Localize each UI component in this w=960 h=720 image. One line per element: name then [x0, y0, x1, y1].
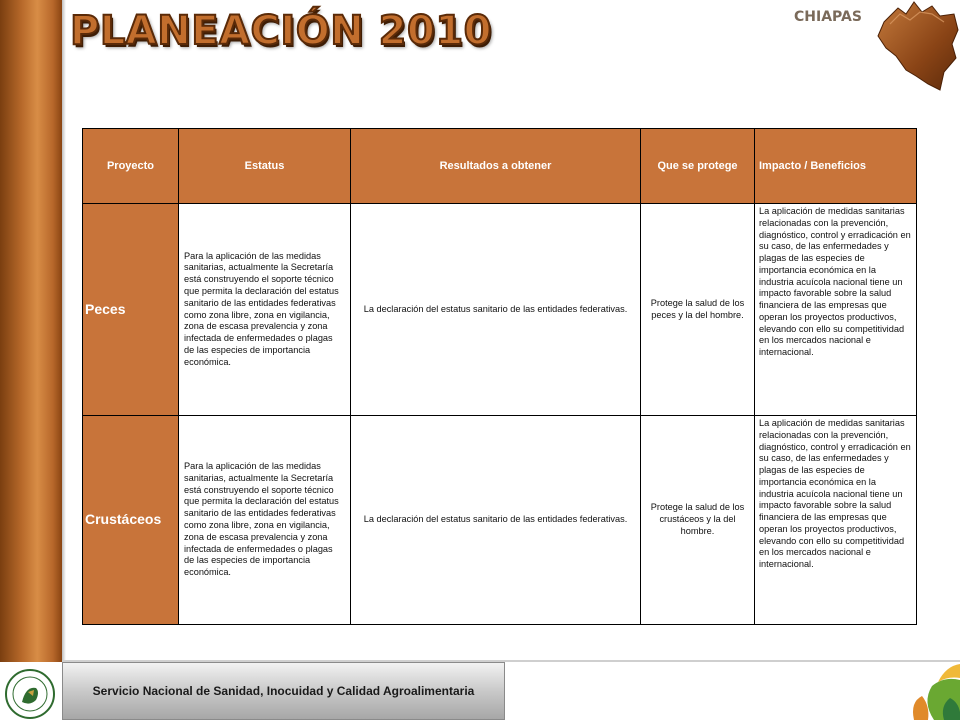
status-cell: Para la aplicación de las medidas sanitarias, actualmente la Secretaría está construyendo el soporte técnico que permita la declaración del estatus sanitario de las entidades federativas como zona libre, zona en vigilancia, zona de escasa prevalencia y zona infectada de enfermedades o plagas de las especies de importancia económica.	[179, 204, 351, 416]
header-status: Estatus	[179, 129, 351, 204]
protects-cell: Protege la salud de los crustáceos y la del hombre.	[641, 416, 755, 625]
agency-name: Servicio Nacional de Sanidad, Inocuidad y Calidad Agroalimentaria	[92, 684, 475, 698]
state-label: CHIAPAS	[794, 9, 862, 25]
results-cell: La declaración del estatus sanitario de las entidades federativas.	[351, 416, 641, 625]
project-cell: Crustáceos	[83, 416, 179, 625]
results-cell: La declaración del estatus sanitario de las entidades federativas.	[351, 204, 641, 416]
impact-cell: La aplicación de medidas sanitarias relacionadas con la prevención, diagnóstico, control y erradicación en su caso, de las enfermedades y plagas de las especies de importancia económica en la industria acuícola nacional tiene un impacto favorable sobre la salud financiera de las empresas que operan los proyectos productivos, elevando con ello su competitividad en los mercados nacional e internacional.	[755, 416, 917, 625]
protects-cell: Protege la salud de los peces y la del hombre.	[641, 204, 755, 416]
project-cell: Peces	[83, 204, 179, 416]
header-protects: Que se protege	[641, 129, 755, 204]
footer-bar	[62, 662, 505, 720]
senasica-seal-icon	[0, 662, 60, 720]
status-cell: Para la aplicación de las medidas sanitarias, actualmente la Secretaría está construyendo el soporte técnico que permita la declaración del estatus sanitario de las entidades federativas como zona libre, zona en vigilancia, zona de escasa prevalencia y zona infectada de enfermedades o plagas de las especies de importancia económica.	[179, 416, 351, 625]
planning-table	[82, 128, 917, 625]
table-row	[83, 204, 917, 416]
header-results: Resultados a obtener	[351, 129, 641, 204]
left-decorative-bar	[0, 0, 62, 662]
chiapas-map-icon	[870, 0, 960, 98]
header-impact: Impacto / Beneficios	[755, 129, 917, 204]
table-row	[83, 416, 917, 625]
leaf-logo-icon	[904, 662, 960, 720]
impact-cell: La aplicación de medidas sanitarias relacionadas con la prevención, diagnóstico, control y erradicación en su caso, de las enfermedades y plagas de las especies de importancia económica en la industria acuícola nacional tiene un impacto favorable sobre la salud financiera de las empresas que operan los proyectos productivos, elevando con ello su competitividad en los mercados nacional e internacional.	[755, 204, 917, 416]
header-project: Proyecto	[83, 129, 179, 204]
page-title: PLANEACIÓN 2010	[70, 8, 492, 54]
table-header-row	[83, 129, 917, 204]
